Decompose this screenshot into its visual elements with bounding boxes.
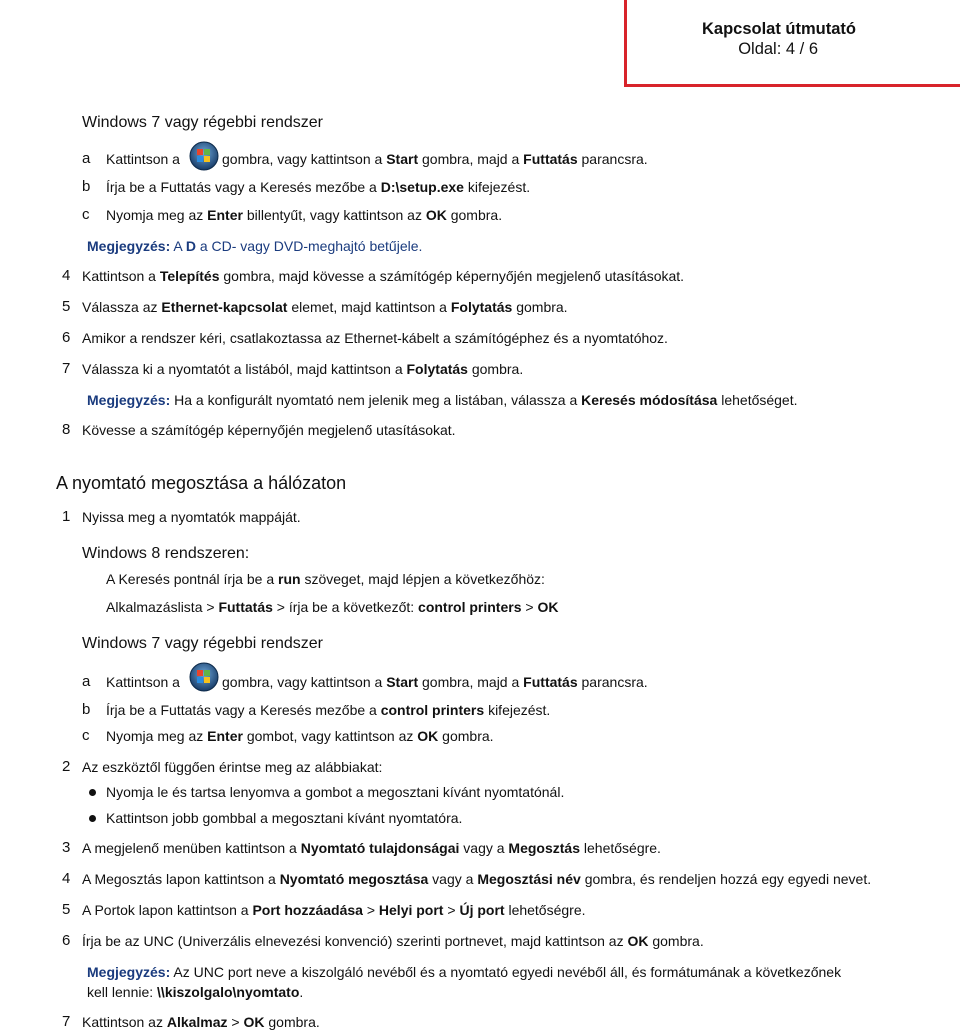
bullet-item: Nyomja le és tartsa lenyomva a gombot a megosztani kívánt nyomtatónál. — [106, 784, 565, 800]
win7-step-c-top: Nyomja meg az Enter billentyűt, vagy kattintson az OK gombra. — [106, 207, 503, 223]
win7-step-a-top-rest: gombra, vagy kattintson a Start gombra, majd a Futtatás parancsra. — [222, 151, 648, 167]
win7-step-a-share: Kattintson a — [106, 674, 180, 690]
share-step-label-b: b — [82, 701, 91, 718]
step-number-8: 8 — [62, 421, 71, 438]
share-step-number-1: 1 — [62, 508, 71, 525]
win8-line-2: Alkalmazáslista > Futtatás > írja be a következőt: control printers > OK — [106, 599, 559, 615]
step-label-c: c — [82, 206, 90, 223]
bullet-dot — [89, 815, 96, 822]
note-unc-line-2: kell lennie: \\kiszolgalo\nyomtato. — [87, 984, 304, 1000]
note-printer-list: Megjegyzés: Ha a konfigurált nyomtató nem jelenik meg a listában, válassza a Keresés módosítása lehetőséget. — [87, 392, 798, 408]
bullet-dot — [89, 789, 96, 796]
win7-heading-top: Windows 7 vagy régebbi rendszer — [82, 114, 324, 131]
share-step-label-a: a — [82, 673, 91, 690]
win7-step-c-share: Nyomja meg az Enter gombot, vagy kattintson az OK gombra. — [106, 728, 494, 744]
note-drive-letter: Megjegyzés: A D a CD- vagy DVD-meghajtó betűjele. — [87, 238, 423, 254]
share-step-number-7: 7 — [62, 1013, 71, 1030]
win7-heading-share: Windows 7 vagy régebbi rendszer — [82, 635, 324, 652]
share-step-number-3: 3 — [62, 839, 71, 856]
share-step-number-6: 6 — [62, 932, 71, 949]
share-step-3: A megjelenő menüben kattintson a Nyomtató tulajdonságai vagy a Megosztás lehetőségre. — [82, 840, 661, 856]
step-label-a: a — [82, 150, 91, 167]
share-step-6: Írja be az UNC (Univerzális elnevezési konvenció) szerinti portnevet, majd kattintson az OK gombra. — [82, 933, 704, 949]
bullet-item: Kattintson jobb gombbal a megosztani kívánt nyomtatóra. — [106, 810, 463, 826]
step-7-select-printer: Válassza ki a nyomtatót a listából, majd kattintson a Folytatás gombra. — [82, 361, 524, 377]
share-step-number-2: 2 — [62, 758, 71, 775]
page-indicator: Oldal: 4 / 6 — [738, 40, 818, 58]
step-number-4: 4 — [62, 267, 71, 284]
section-heading-share: A nyomtató megosztása a hálózaton — [56, 473, 347, 493]
step-number-7: 7 — [62, 360, 71, 377]
share-step-label-c: c — [82, 727, 90, 744]
share-step-2: Az eszköztől függően érintse meg az alábbiakat: — [82, 759, 383, 775]
win7-step-a-top: Kattintson a — [106, 151, 180, 167]
step-label-b: b — [82, 178, 91, 195]
share-step-7: Kattintson az Alkalmaz > OK gombra. — [82, 1014, 320, 1030]
step-6-cable: Amikor a rendszer kéri, csatlakoztassa az Ethernet-kábelt a számítógéphez és a nyomtatóhoz. — [82, 330, 668, 346]
share-step-5: A Portok lapon kattintson a Port hozzáadása > Helyi port > Új port lehetőségre. — [82, 902, 586, 918]
win7-step-b-share: Írja be a Futtatás vagy a Keresés mezőbe a control printers kifejezést. — [106, 702, 551, 718]
share-step-1: Nyissa meg a nyomtatók mappáját. — [82, 509, 301, 525]
win7-step-b-top: Írja be a Futtatás vagy a Keresés mezőbe a D:\setup.exe kifejezést. — [106, 179, 531, 195]
win8-line-1: A Keresés pontnál írja be a run szöveget, majd lépjen a következőhöz: — [106, 571, 545, 587]
win7-step-a-share-rest: gombra, vagy kattintson a Start gombra, majd a Futtatás parancsra. — [222, 674, 648, 690]
share-step-number-5: 5 — [62, 901, 71, 918]
step-number-5: 5 — [62, 298, 71, 315]
share-step-number-4: 4 — [62, 870, 71, 887]
document-title: Kapcsolat útmutató — [701, 20, 856, 38]
step-4-install: Kattintson a Telepítés gombra, majd kövesse a számítógép képernyőjén megjelenő utasításokat. — [82, 268, 685, 284]
step-number-6: 6 — [62, 329, 71, 346]
share-step-4: A Megosztás lapon kattintson a Nyomtató megosztása vagy a Megosztási név gombra, és rendeljen hozzá egy egyedi nevet. — [82, 871, 872, 887]
win8-heading: Windows 8 rendszeren: — [82, 545, 250, 562]
note-unc-line-1: Megjegyzés: Az UNC port neve a kiszolgáló nevéből és a nyomtató egyedi nevéből áll, és formátumának a következőnek — [87, 964, 842, 980]
windows-start-icon — [189, 141, 219, 171]
step-8-follow: Kövesse a számítógép képernyőjén megjelenő utasításokat. — [82, 422, 456, 438]
windows-start-icon — [189, 662, 219, 692]
step-5-ethernet: Válassza az Ethernet-kapcsolat elemet, majd kattintson a Folytatás gombra. — [82, 299, 568, 315]
